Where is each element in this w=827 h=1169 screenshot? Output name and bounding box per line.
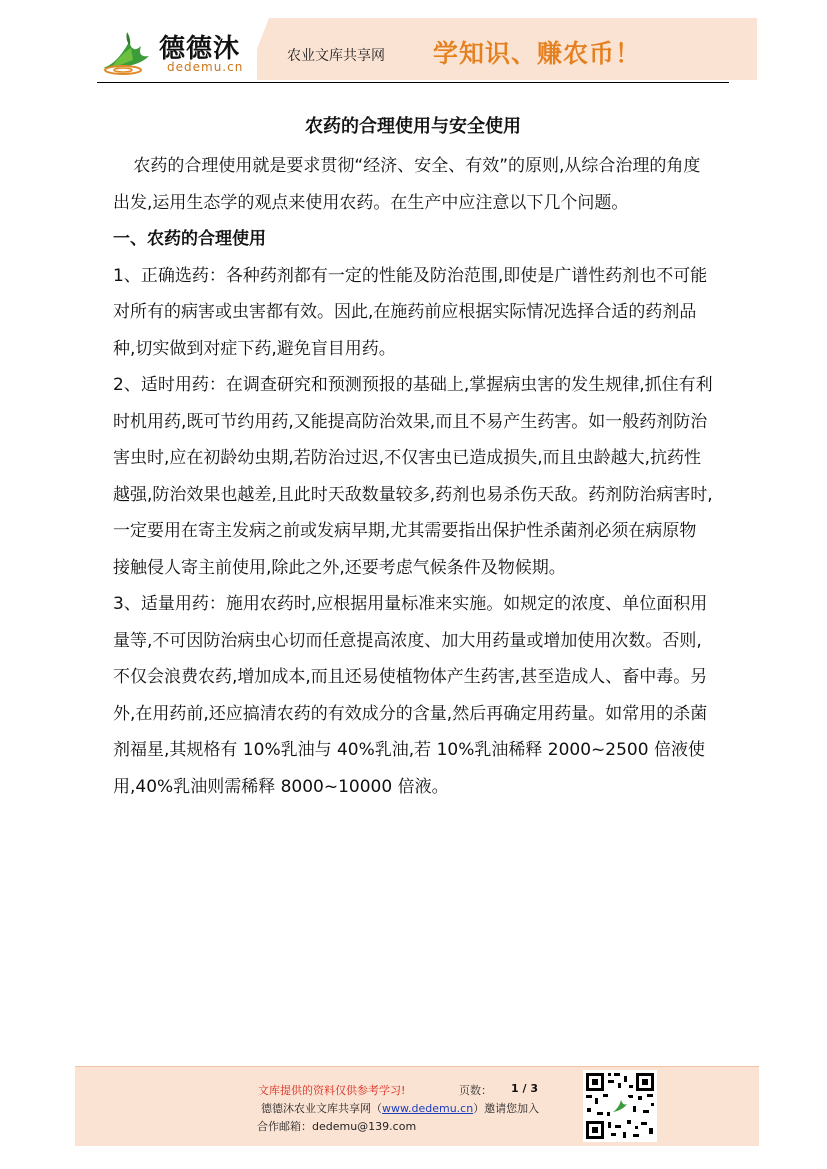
- site-name: 农业文库共享网: [287, 48, 385, 64]
- brand-name: 德德沐: [159, 34, 241, 64]
- slogan: 学知识、赚农币！: [433, 39, 642, 68]
- page-count-label: 页数：: [459, 1084, 492, 1097]
- section-heading: 一、农药的合理使用: [113, 229, 266, 249]
- brand-domain: dedemu.cn: [167, 60, 244, 74]
- dedemu-logo-icon: [97, 24, 161, 76]
- page-header: [97, 18, 757, 80]
- footer-email: 合作邮箱：dedemu@139.com: [257, 1120, 417, 1133]
- list-item: 3、适量用药：施用农药时,应根据用量标准来实施。如规定的浓度、单位面积用量等,不可因防治病虫心切而任意提高浓度、加大用药量或增加使用次数。否则,不仅会浪费农药,增加成本,而且还易使植物体产生药害,甚至造成人、畜中毒。另外,在用药前,还应搞清农药的有效成分的含量,然后再确定用药量。如常用的杀菌剂福星,其规格有 10%乳油与 40%乳油,若 10%乳油稀释 2000~2500 倍液使用,40%乳油则需稀释 8000~10000 倍液。: [113, 594, 708, 797]
- document-title: 农药的合理使用与安全使用: [305, 116, 521, 137]
- intro-paragraph: 农药的合理使用就是要求贯彻“经济、安全、有效”的原则,从综合治理的角度出发,运用生态学的观点来使用农药。在生产中应注意以下几个问题。: [113, 156, 701, 213]
- list-item: 2、适时用药：在调查研究和预测预报的基础上,掌握病虫害的发生规律,抓住有利时机用药,既可节约用药,又能提高防治效果,而且不易产生药害。如一般药剂防治害虫时,应在初龄幼虫期,若防治过迟,不仅害虫已造成损失,而且虫龄越大,抗药性越强,防治效果也越差,且此时天敌数量较多,药剂也易杀伤天敌。药剂防治病害时,一定要用在寄主发病之前或发病早期,尤其需要指出保护性杀菌剂必须在病原物接触侵人寄主前使用,除此之外,还要考虑气候条件及物候期。: [113, 375, 713, 578]
- document-body: [113, 112, 713, 805]
- page-footer: [75, 1066, 759, 1146]
- header-divider: [97, 82, 729, 83]
- footer-invite: 德德沐农业文库共享网（www.dedemu.cn）邀请您加入: [261, 1102, 540, 1115]
- list-item: 1、正确选药：各种药剂都有一定的性能及防治范围,即使是广谱性药剂也不可能对所有的病害或虫害都有效。因此,在施药前应根据实际情况选择合适的药剂品种,切实做到对症下药,避免盲目用药。: [113, 265, 708, 359]
- page-count: 1 / 3: [511, 1082, 538, 1095]
- site-link[interactable]: www.dedemu.cn: [382, 1102, 474, 1115]
- qr-code-icon[interactable]: [583, 1070, 657, 1142]
- footer-notice: 文库提供的资料仅供参考学习!: [258, 1084, 406, 1097]
